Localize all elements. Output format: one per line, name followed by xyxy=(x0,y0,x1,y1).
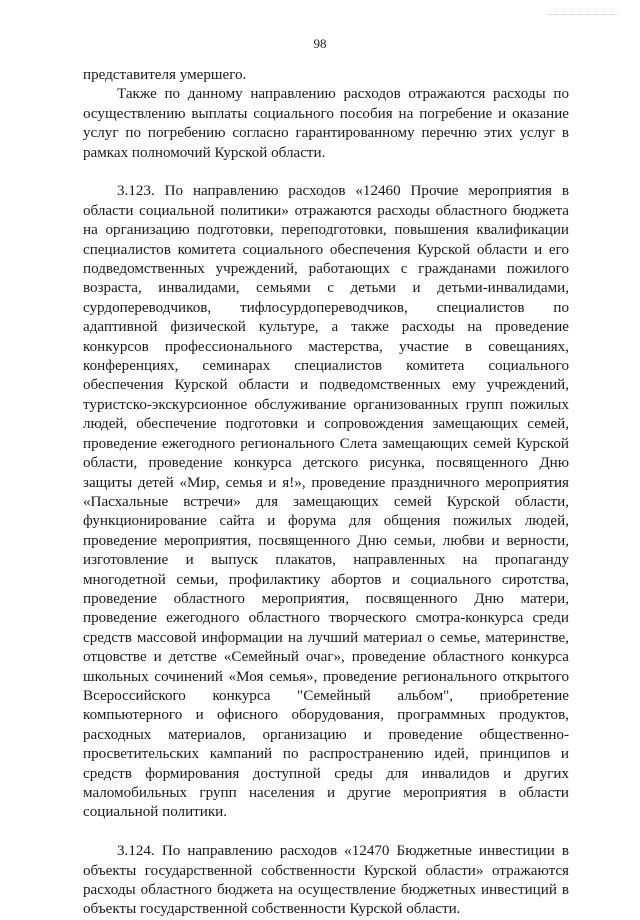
document-body xyxy=(83,66,569,920)
page-number: 98 xyxy=(313,36,327,51)
paragraph-funeral-services: Также по данному направлению расходов отражаются расходы по осуществлению выплаты социального пособия на погребение и оказание услуг по погребению согласно гарантированному перечню этих услуг в рамках полномочий Курской области. xyxy=(83,86,569,161)
paragraph-3-124: 3.124. По направлению расходов «12470 Бюджетные инвестиции в объекты государственной собственности Курской области» отражаются расходы областного бюджета на осуществление бюджетных инвестиций в объекты государственной собственности Курской области. xyxy=(83,843,569,918)
scan-artifact xyxy=(548,14,618,19)
paragraph-3-123: 3.123. По направлению расходов «12460 Прочие мероприятия в области социальной политики» отражаются расходы областного бюджета на организацию подготовки, переподготовки, повышения квалификации специалистов комитета социального обеспечения Курской области и его подведомственных учреждений, работающих с гражданами пожилого возраста, инвалидами, семьями с детьми и детьми-инвалидами, сурдопереводчиков, тифлосурдопереводчиков, специалистов по адаптивной физической культуре, а также расходы на проведение конкурсов профессионального мастерства, участие в совещаниях, конференциях, семинарах специалистов комитета социального обеспечения Курской области и подведомственных ему учреждений, туристско-экскурсионное обслуживание организованных групп пожилых людей, обеспечение подготовки и сопровождения замещающих семей, проведение ежегодного регионального Слета замещающих семей Курской области, проведение конкурса детского рисунка, посвященного Дню защиты детей «Мир, семья и я!», проведение праздничного мероприятия «Пасхальные встречи» для замещающих семей Курской области, функционирование сайта и форума для общения пожилых людей, проведение мероприятия, посвященного Дню семьи, любви и верности, изготовление и выпуск плакатов, направленных на пропаганду многодетной семьи, профилактику абортов и социального сиротства, проведение областного мероприятия, посвященного Дню матери, проведение ежегодного областного творческого смотра-конкурса среди средств массовой информации на лучший материал о семье, материнстве, отцовстве и детстве «Семейный очаг», проведение областного конкурса школьных сочинений «Моя семья», проведение регионального открытого Всероссийского конкурса "Семейный альбом", приобретение компьютерного и офисного оборудования, программных продуктов, расходных материалов, организацию и проведение общественно-просветительских кампаний по распространению идей, принципов и средств формирования доступной среды для инвалидов и других маломобильных групп населения и другие мероприятия в области социальной политики. xyxy=(83,183,569,821)
paragraph-continuation: представителя умершего. xyxy=(83,67,247,83)
